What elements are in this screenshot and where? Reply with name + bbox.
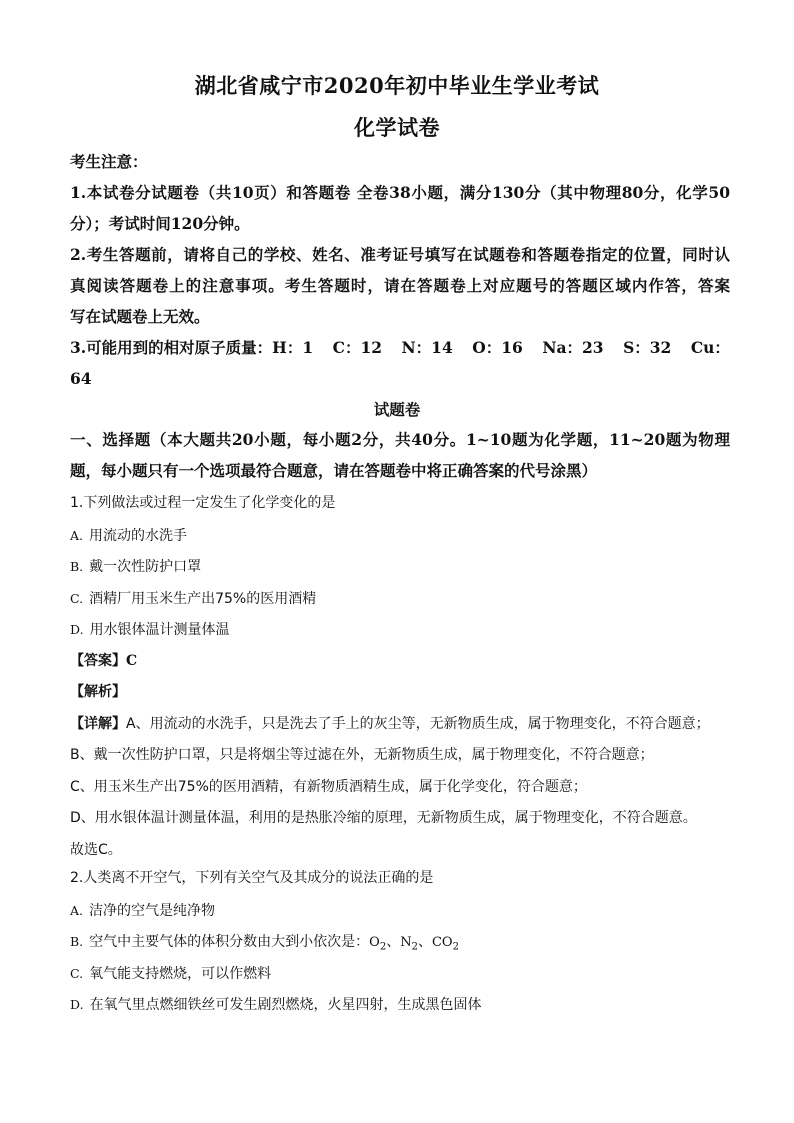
option-label: D. [70, 622, 84, 637]
formula-o2 [369, 935, 387, 953]
question-2-option-b [70, 926, 730, 958]
formula-separator: 、 [417, 934, 432, 950]
answer-value: C [126, 652, 138, 669]
option-label: B. [70, 934, 84, 949]
option-text: 戴一次性防护口罩 [89, 559, 202, 575]
question-2-option-d [70, 989, 730, 1021]
atomic-mass-part: Cu： [690, 338, 730, 357]
question-1-conclusion: 故选C。 [70, 841, 122, 858]
candidate-notice [70, 146, 730, 394]
question-2-option-c [70, 958, 730, 990]
question-1-option-a [70, 520, 730, 552]
question-1-option-d [70, 614, 730, 646]
option-label: A. [70, 527, 84, 543]
question-1-option-b [70, 551, 730, 583]
section-instructions [70, 424, 730, 486]
question-1-detail-a [70, 709, 730, 741]
question-1-answer [70, 646, 730, 678]
option-text: 用水银体温计测量体温 [89, 622, 230, 638]
exam-subtitle: 化学试卷 [354, 115, 440, 140]
question-1-analysis [70, 677, 730, 709]
section-instructions-line-1: 一、选择题（本大题共20小题，每小题2分，共40分。1~10题为化学题，11~20题为物理 [70, 430, 730, 449]
question-1-detail-c: C、用玉米生产出75%的医用酒精，有新物质酒精生成，属于化学变化，符合题意； [70, 778, 587, 795]
formula-symbol: N [400, 935, 412, 950]
atomic-mass-part: 3.可能用到的相对原子质量：H：1 [70, 338, 314, 357]
question-2 [70, 863, 730, 1021]
exam-title: 湖北省咸宁市2020年初中毕业生学业考试 [194, 73, 600, 98]
atomic-mass-part: Na：23 [542, 338, 604, 357]
detail-tag: 【详解】 [70, 715, 126, 732]
formula-co2 [431, 935, 459, 953]
atomic-mass-row [70, 332, 730, 363]
atomic-mass-continued: 64 [70, 369, 92, 388]
option-text: 酒精厂用玉米生产出75%的医用酒精 [89, 590, 317, 607]
answer-tag: 【答案】 [70, 652, 126, 669]
question-1 [70, 488, 730, 866]
atomic-mass-part: C：12 [332, 338, 383, 357]
formula-separator: 、 [386, 934, 401, 950]
notice-item-2-line-1: 2.考生答题前，请将自己的学校、姓名、准考证号填写在试题卷和答题卷指定的位置，同时认 [70, 245, 730, 264]
analysis-tag: 【解析】 [70, 684, 126, 700]
option-label: A. [70, 902, 84, 918]
notice-item-2-line-3: 写在试题卷上无效。 [70, 307, 210, 326]
detail-text: A、用流动的水洗手，只是洗去了手上的灰尘等，无新物质生成，属于物理变化，不符合题意； [126, 715, 710, 732]
formula-subscript: 2 [411, 941, 418, 953]
notice-item-2-line-2: 真阅读答题卷上的注意事项。考生答题时，请在答题卷上对应题号的答题区域内作答，答案 [70, 276, 730, 295]
formula-subscript: 2 [379, 941, 387, 953]
option-text: 用流动的水洗手 [89, 527, 188, 544]
formula-symbol: O [369, 935, 380, 950]
atomic-mass-part: S：32 [623, 338, 672, 357]
section-label: 试题卷 [373, 400, 421, 419]
question-1-detail-d: D、用水银体温计测量体温，利用的是热胀冷缩的原理，无新物质生成，属于物理变化，不符合题意。 [70, 810, 697, 826]
option-text: 空气中主要气体的体积分数由大到小依次是： [89, 934, 370, 950]
question-1-detail-b: B、戴一次性防护口罩，只是将烟尘等过滤在外，无新物质生成，属于物理变化，不符合题意； [70, 747, 654, 763]
atomic-mass-part: N：14 [401, 338, 453, 357]
option-label: C. [70, 965, 84, 981]
option-label: B. [70, 559, 84, 574]
option-text: 洁净的空气是纯净物 [89, 902, 216, 919]
option-text: 在氧气里点燃细铁丝可发生剧烈燃烧，火星四射，生成黑色固体 [89, 997, 482, 1013]
question-1-stem: 1.下列做法或过程一定发生了化学变化的是 [70, 495, 336, 511]
question-2-stem: 2.人类离不开空气，下列有关空气及其成分的说法正确的是 [70, 870, 434, 886]
section-instructions-line-2: 题，每小题只有一个选项最符合题意，请在答题卷中将正确答案的代号涂黑） [70, 461, 598, 480]
option-text: 氧气能支持燃烧，可以作燃料 [89, 965, 272, 982]
atomic-mass-part: O：16 [472, 338, 523, 357]
notice-heading: 考生注意： [70, 152, 148, 171]
question-2-option-a [70, 895, 730, 927]
notice-item-1-line-2: 分）；考试时间120分钟。 [70, 214, 250, 233]
formula-subscript: 2 [452, 941, 459, 953]
option-label: C. [70, 590, 84, 606]
formula-n2 [400, 935, 418, 953]
notice-item-1-line-1: 1.本试卷分试题卷（共10页）和答题卷 全卷38小题，满分130分（其中物理80分，化学50 [70, 183, 730, 202]
question-1-option-c [70, 583, 730, 615]
formula-symbol: CO [431, 935, 453, 950]
option-label: D. [70, 997, 84, 1012]
